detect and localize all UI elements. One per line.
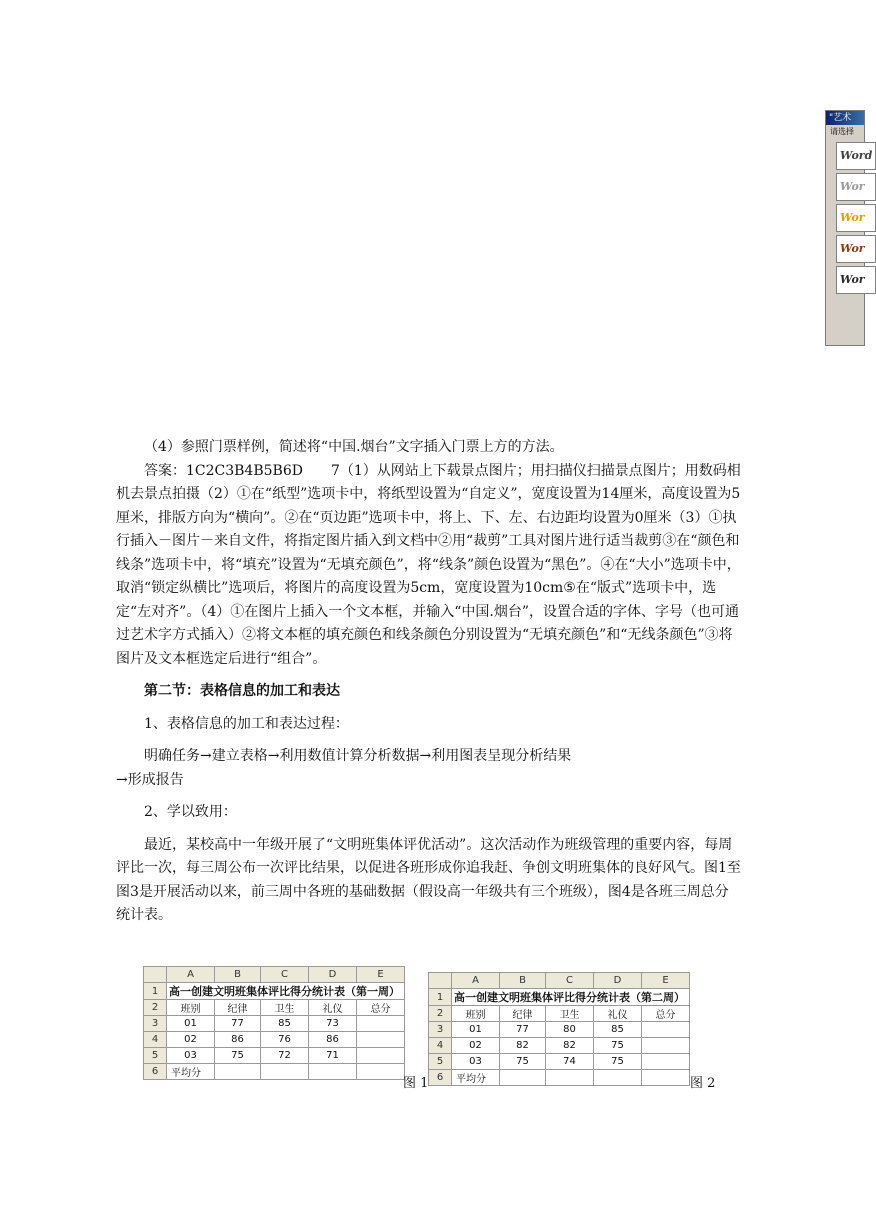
row-number: 6 [144,1064,167,1080]
data-cell: 75 [594,1038,642,1054]
data-cell [642,1054,690,1070]
spreadsheet-week1 [143,966,405,1080]
dialog-prompt: 请选择 [830,127,854,136]
sheet-title: 高一创建文明班集体评比得分统计表（第一周） [167,983,405,1000]
section-title: 第二节：表格信息的加工和表达 [144,683,340,699]
corner-cell [144,967,167,983]
data-cell: 03 [167,1048,215,1064]
data-cell: 80 [546,1022,594,1038]
sheet-title: 高一创建文明班集体评比得分统计表（第二周） [452,989,690,1006]
process-line-1: 明确任务→建立表格→利用数值计算分析数据→利用图表呈现分析结果 [144,748,572,764]
wordart-style-5[interactable]: Wor [836,266,876,294]
header-cell: 总分 [642,1006,690,1022]
wordart-style-4[interactable]: Wor [836,235,876,263]
data-cell [215,1064,261,1080]
header-cell: 总分 [357,1000,405,1016]
data-cell: 86 [215,1032,261,1048]
data-cell: 86 [309,1032,357,1048]
wordart-gallery-dialog [825,110,873,346]
col-header: D [594,973,642,989]
row-number: 2 [429,1006,452,1022]
col-header: D [309,967,357,983]
data-cell: 01 [167,1016,215,1032]
data-cell: 77 [500,1022,546,1038]
header-cell: 纪律 [215,1000,261,1016]
row-number: 4 [429,1038,452,1054]
average-label: 平均分 [452,1070,500,1086]
data-cell: 82 [546,1038,594,1054]
figure-1-caption: 图 1 [403,1076,429,1091]
row-number: 5 [429,1054,452,1070]
data-cell [546,1070,594,1086]
data-cell: 75 [215,1048,261,1064]
data-cell: 75 [500,1054,546,1070]
data-cell [357,1064,405,1080]
data-cell: 02 [452,1038,500,1054]
row-number: 1 [144,983,167,1000]
answer-text: 答案：1C2C3B4B5B6D 7（1）从网站上下载景点图片；用扫描仪扫描景点图片；用数码相机去景点拍摄（2）①在“纸型”选项卡中，将纸型设置为“自定义”，宽度设置为14厘米，高度设置为5厘米，排版方向为“横向”。②在“页边距”选项卡中，将上、下、左、右边距均设置为0厘米（3）①执行插入－图片－来自文件，将指定图片插入到文档中②用“裁剪”工具对图片进行适当裁剪③在“颜色和线条”选项卡中，将“填充”设置为“无填充颜色”，将“线条”颜色设置为“黑色”。④在“大小”选项卡中，取消“锁定纵横比”选项后，将图片的高度设置为5cm，宽度设置为10cm⑤在“版式”选项卡中，选定“左对齐”。（4）①在图片上插入一个文本框，并输入“中国.烟台”，设置合适的字体、字号（也可通过艺术字方式插入）②将文本框的填充颜色和线条颜色分别设置为“无填充颜色”和“无线条颜色”③将图片及文本框选定后进行“组合”。 [116,462,741,667]
data-cell: 74 [546,1054,594,1070]
header-cell: 班别 [167,1000,215,1016]
col-header: C [261,967,309,983]
dialog-title: "艺术 [826,111,864,125]
col-header: A [452,973,500,989]
data-cell: 85 [594,1022,642,1038]
row-number: 2 [144,1000,167,1016]
document-body [116,436,742,928]
row-number: 3 [429,1022,452,1038]
data-cell: 85 [261,1016,309,1032]
col-header: E [642,973,690,989]
row-number: 5 [144,1048,167,1064]
data-cell: 03 [452,1054,500,1070]
row-number: 6 [429,1070,452,1086]
data-cell [642,1022,690,1038]
data-cell [642,1070,690,1086]
data-cell: 73 [309,1016,357,1032]
data-cell: 72 [261,1048,309,1064]
row-number: 3 [144,1016,167,1032]
header-cell: 纪律 [500,1006,546,1022]
col-header: E [357,967,405,983]
corner-cell [429,973,452,989]
col-header: B [215,967,261,983]
process-line-2: →形成报告 [116,771,184,788]
question-4: （4）参照门票样例，简述将“中国.烟台”文字插入门票上方的方法。 [144,439,564,455]
data-cell [642,1038,690,1054]
wordart-style-1[interactable]: Word [836,142,876,170]
activity-paragraph: 最近，某校高中一年级开展了“文明班集体评优活动”。这次活动作为班级管理的重要内容，每周评比一次，每三周公布一次评比结果，以促进各班形成你追我赶、争创文明班集体的良好风气。图1至图3是开展活动以来，前三周中各班的基础数据（假设高一年级共有三个班级），图4是各班三周总分统计表。 [116,836,741,923]
average-label: 平均分 [167,1064,215,1080]
data-cell [261,1064,309,1080]
data-cell [357,1032,405,1048]
row-number: 4 [144,1032,167,1048]
wordart-style-3[interactable]: Wor [836,204,876,232]
data-cell [357,1048,405,1064]
data-cell: 75 [594,1054,642,1070]
data-cell [594,1070,642,1086]
figure-2-caption: 图 2 [690,1076,716,1091]
header-cell: 卫生 [546,1006,594,1022]
header-cell: 礼仪 [309,1000,357,1016]
row-number: 1 [429,989,452,1006]
item-1: 1、表格信息的加工和表达过程： [144,715,349,732]
header-cell: 卫生 [261,1000,309,1016]
header-cell: 礼仪 [594,1006,642,1022]
col-header: B [500,973,546,989]
data-cell [500,1070,546,1086]
col-header: C [546,973,594,989]
header-cell: 班别 [452,1006,500,1022]
data-cell [309,1064,357,1080]
data-cell: 77 [215,1016,261,1032]
item-2: 2、学以致用： [144,804,237,820]
col-header: A [167,967,215,983]
data-cell: 71 [309,1048,357,1064]
data-cell: 02 [167,1032,215,1048]
data-cell: 76 [261,1032,309,1048]
data-cell: 01 [452,1022,500,1038]
data-cell [357,1016,405,1032]
spreadsheet-week2 [428,972,690,1086]
data-cell: 82 [500,1038,546,1054]
wordart-style-2[interactable]: Wor [836,173,876,201]
